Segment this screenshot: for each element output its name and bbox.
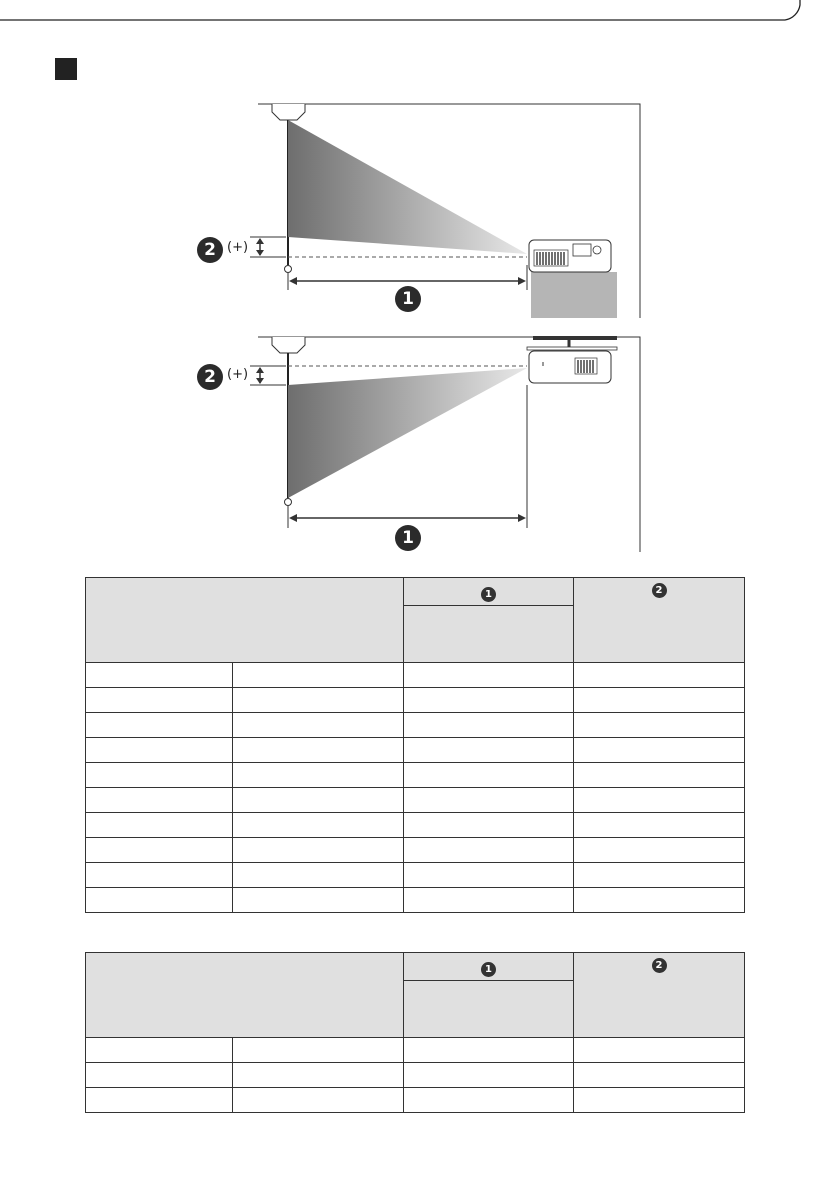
table-cell: [404, 1088, 574, 1113]
callout-1-distance-ceiling: 1: [395, 525, 421, 551]
table-cell: [86, 813, 233, 838]
table-cell: [404, 663, 574, 688]
offset-header: 2: [574, 578, 745, 663]
table-cell: [574, 888, 745, 913]
table-cell: [86, 688, 233, 713]
table-cell: [574, 788, 745, 813]
distance-header-2: 1: [404, 953, 574, 981]
table-cell: [86, 738, 233, 763]
callout-2-offset-ceiling: 2: [197, 364, 223, 390]
table-row: [86, 1038, 745, 1063]
table-cell: [233, 838, 404, 863]
table-cell: [574, 713, 745, 738]
distance-subheader: [404, 606, 574, 663]
table-cell: [233, 738, 404, 763]
table-cell: [404, 1063, 574, 1088]
offset-header-2: 2: [574, 953, 745, 1038]
table-cell: [404, 688, 574, 713]
table-row: [86, 688, 745, 713]
table-cell: [574, 838, 745, 863]
table-cell: [404, 1038, 574, 1063]
table-cell: [574, 813, 745, 838]
table-cell: [404, 763, 574, 788]
callout-1-distance: 1: [395, 286, 421, 312]
table-cell: [574, 663, 745, 688]
table-cell: [233, 788, 404, 813]
table-cell: [404, 813, 574, 838]
table-cell: [233, 688, 404, 713]
callout-2-offset: 2: [197, 237, 223, 263]
table-cell: [86, 1038, 233, 1063]
table-cell: [86, 763, 233, 788]
table-cell: [233, 1063, 404, 1088]
table-row: [86, 888, 745, 913]
table-cell: [86, 888, 233, 913]
distance-subheader-2: [404, 981, 574, 1038]
offset-plus-label: (+): [227, 240, 249, 255]
table-cell: [233, 663, 404, 688]
projection-distance-table-2: [85, 952, 745, 1113]
table-row: [86, 863, 745, 888]
table-row: [86, 838, 745, 863]
table-cell: [233, 1088, 404, 1113]
table-row: [86, 738, 745, 763]
table-cell: [404, 738, 574, 763]
screen-size-header: [86, 578, 404, 663]
table-cell: [86, 713, 233, 738]
table-row: [86, 1088, 745, 1113]
table-cell: [574, 1088, 745, 1113]
offset-plus-label-ceiling: (+): [227, 367, 249, 382]
screen-size-header-2: [86, 953, 404, 1038]
table-row: [86, 713, 745, 738]
projection-distance-table: [85, 577, 745, 913]
table-cell: [574, 688, 745, 713]
table-row: [86, 763, 745, 788]
table-cell: [233, 1038, 404, 1063]
table-cell: [233, 763, 404, 788]
table-cell: [86, 663, 233, 688]
table-cell: [574, 738, 745, 763]
table-cell: [233, 713, 404, 738]
table-cell: [404, 863, 574, 888]
table-row: [86, 813, 745, 838]
table-cell: [404, 788, 574, 813]
table-cell: [86, 838, 233, 863]
table-cell: [233, 813, 404, 838]
table-row: [86, 663, 745, 688]
table-cell: [574, 863, 745, 888]
table-row: [86, 1063, 745, 1088]
table-cell: [574, 1063, 745, 1088]
table-cell: [233, 863, 404, 888]
table-cell: [86, 1063, 233, 1088]
table-cell: [404, 838, 574, 863]
table-row: [86, 788, 745, 813]
distance-header: 1: [404, 578, 574, 606]
table-cell: [574, 763, 745, 788]
table-cell: [404, 888, 574, 913]
table-cell: [86, 788, 233, 813]
table-cell: [574, 1038, 745, 1063]
table-cell: [233, 888, 404, 913]
table-cell: [86, 1088, 233, 1113]
table-cell: [404, 713, 574, 738]
table-cell: [86, 863, 233, 888]
